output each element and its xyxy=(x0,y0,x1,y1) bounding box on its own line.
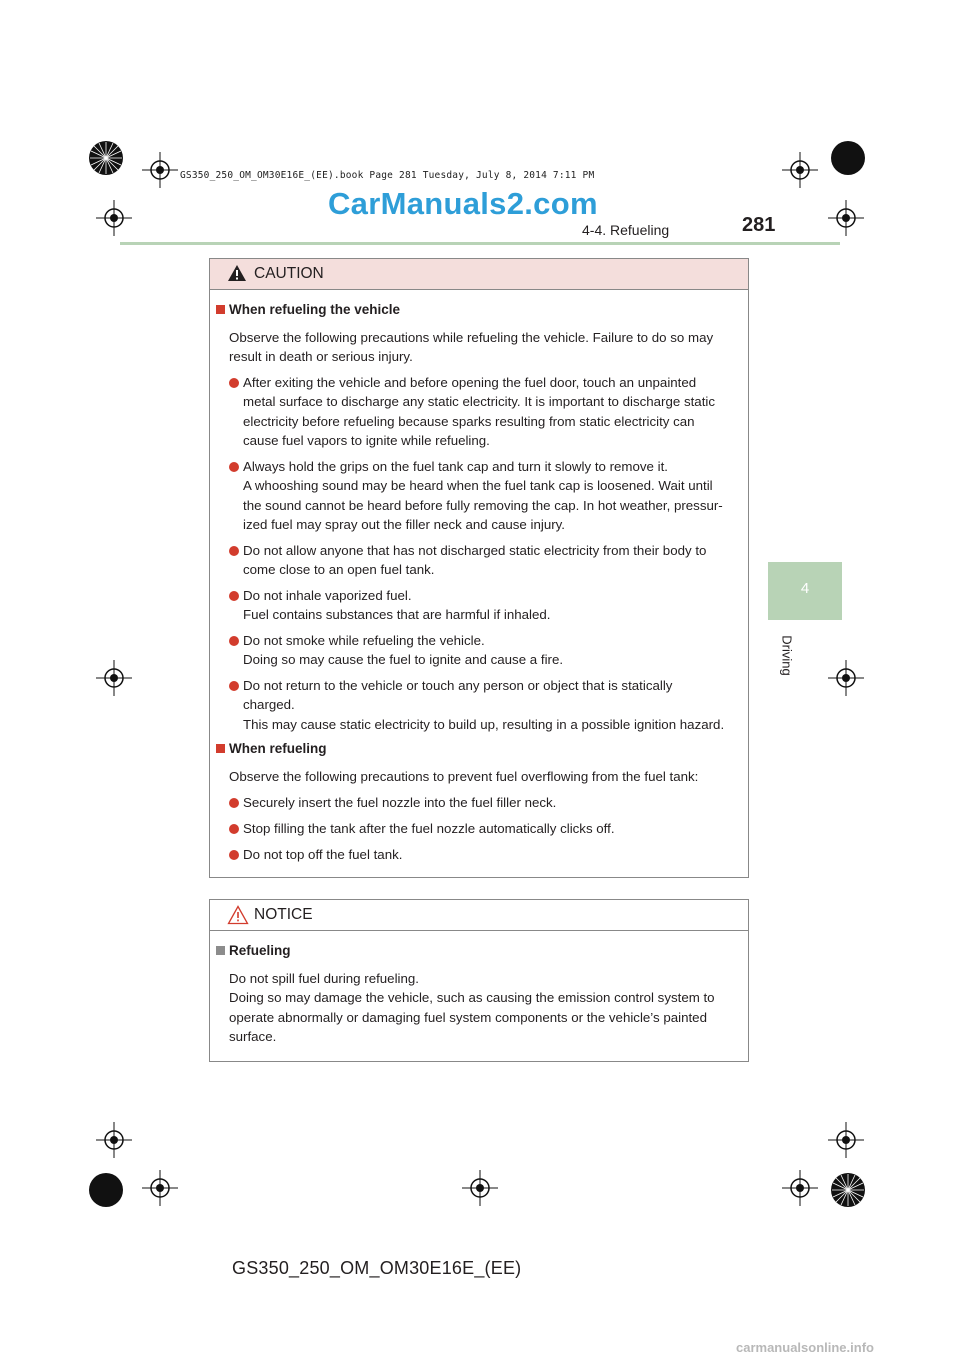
book-file-info: GS350_250_OM_OM30E16E_(EE).book Page 281 Tuesday, July 8, 2014 7:11 PM xyxy=(180,170,595,181)
notice-header xyxy=(210,900,748,931)
caution-bullet: Do not inhale vaporized fuel. Fuel contains substances that are harmful if inhaled. xyxy=(229,586,742,625)
square-marker-icon xyxy=(216,305,225,314)
caution-heading: CAUTION xyxy=(254,265,324,282)
registration-mark-icon xyxy=(142,152,178,188)
registration-sunburst-icon xyxy=(830,1172,866,1208)
registration-mark-icon xyxy=(782,152,818,188)
registration-mark-icon xyxy=(828,1122,864,1158)
caution-subheading: When refueling the vehicle xyxy=(216,302,400,317)
caution-bullet: Stop filling the tank after the fuel nozzle automatically clicks off. xyxy=(229,819,742,838)
notice-subheading: Refueling xyxy=(216,943,291,958)
warning-triangle-icon xyxy=(227,905,249,930)
bullet-dot-icon xyxy=(229,681,239,691)
caution-bullet: After exiting the vehicle and before opening the fuel door, touch an unpainted metal surface to discharge any static electricity. It is important to discharge static electricity before refueling because sparks resulting from static electricity can cause fuel vapors to ignite while refueling. xyxy=(229,373,742,451)
manual-code: GS350_250_OM_OM30E16E_(EE) xyxy=(232,1258,522,1278)
bullet-dot-icon xyxy=(229,546,239,556)
bullet-dot-icon xyxy=(229,850,239,860)
bullet-dot-icon xyxy=(229,378,239,388)
header-divider xyxy=(120,242,840,245)
registration-mark-icon xyxy=(462,1170,498,1206)
notice-box xyxy=(209,899,749,1062)
caution-header xyxy=(210,259,748,290)
caution-subheading: When refueling xyxy=(216,741,327,756)
chapter-label-text: Driving xyxy=(779,635,795,676)
warning-triangle-icon xyxy=(227,264,247,287)
registration-dot-icon xyxy=(830,140,866,176)
registration-mark-icon xyxy=(96,200,132,236)
registration-mark-icon xyxy=(96,660,132,696)
bullet-dot-icon xyxy=(229,636,239,646)
caution-bullet: Do not return to the vehicle or touch any person or object that is statically charged. This may cause static electricity to build up, resulting in a possible ignition hazard. xyxy=(229,676,742,734)
page-number: 281 xyxy=(742,214,776,236)
chapter-number: 4 xyxy=(800,580,810,597)
registration-mark-icon xyxy=(828,660,864,696)
notice-heading: NOTICE xyxy=(254,906,313,923)
caution-bullet: Securely insert the fuel nozzle into the fuel filler neck. xyxy=(229,793,742,812)
notice-text: Do not spill fuel during refueling. Doing so may damage the vehicle, such as causing the emission control system to operate abnormally or damaging fuel system components or the vehicle’s painted surface. xyxy=(229,971,715,1045)
caution-bullet: Always hold the grips on the fuel tank cap and turn it slowly to remove it. A whooshing sound may be heard when the fuel tank cap is loosened. Wait until the sound cannot be heard before fully removing the cap. In hot weather, pressur- ized fuel may spray out the filler neck and cause injury. xyxy=(229,457,742,535)
square-marker-icon xyxy=(216,946,225,955)
bullet-dot-icon xyxy=(229,462,239,472)
registration-sunburst-icon xyxy=(88,140,124,176)
caution-intro: Observe the following precautions to prevent fuel overflowing from the fuel tank: xyxy=(229,769,699,784)
watermark-logo: CarManuals2.com xyxy=(328,186,598,221)
caution-bullet: Do not smoke while refueling the vehicle. Doing so may cause the fuel to ignite and cause a fire. xyxy=(229,631,742,670)
chapter-tab xyxy=(768,562,842,620)
registration-dot-icon xyxy=(88,1172,124,1208)
square-marker-icon xyxy=(216,744,225,753)
registration-mark-icon xyxy=(828,200,864,236)
registration-mark-icon xyxy=(96,1122,132,1158)
bullet-dot-icon xyxy=(229,591,239,601)
registration-mark-icon xyxy=(142,1170,178,1206)
bullet-dot-icon xyxy=(229,798,239,808)
watermark-footer: carmanualsonline.info xyxy=(736,1340,874,1355)
registration-mark-icon xyxy=(782,1170,818,1206)
caution-box xyxy=(209,258,749,878)
bullet-dot-icon xyxy=(229,824,239,834)
caution-bullet: Do not top off the fuel tank. xyxy=(229,845,742,864)
section-title: 4-4. Refueling xyxy=(582,222,670,238)
caution-intro: Observe the following precautions while refueling the vehicle. Failure to do so may result in death or serious injury. xyxy=(229,330,714,365)
caution-bullet: Do not allow anyone that has not discharged static electricity from their body to come close to an open fuel tank. xyxy=(229,541,742,580)
chapter-label xyxy=(781,630,801,680)
